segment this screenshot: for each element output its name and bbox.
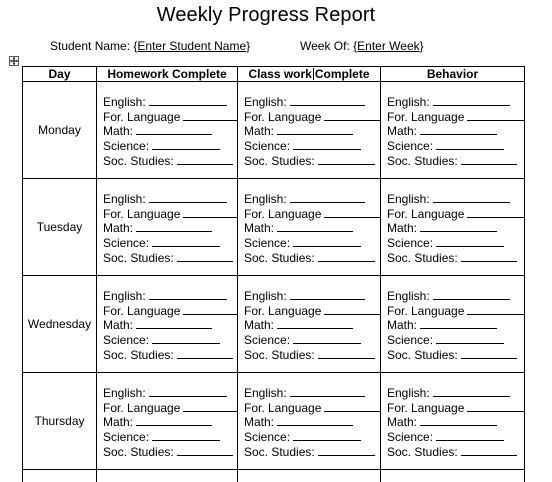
subject-line: [244, 289, 380, 304]
subject-line: [244, 124, 380, 139]
fill-in-blank[interactable]: [324, 401, 380, 412]
subject-line: [244, 333, 380, 348]
subject-label: For. Language: [103, 206, 181, 221]
fill-in-blank[interactable]: [183, 110, 237, 121]
subject-label: Soc. Studies:: [103, 444, 174, 459]
week-of-field[interactable]: {Enter Week}: [353, 39, 424, 53]
subject-label: English:: [244, 289, 287, 303]
fill-in-blank[interactable]: [433, 95, 510, 106]
classwork-cell[interactable]: [238, 179, 381, 276]
behavior-cell[interactable]: [381, 179, 525, 276]
subject-label: Math:: [103, 124, 134, 139]
subject-label: Science:: [103, 236, 150, 251]
subject-label: English:: [103, 386, 146, 400]
table-row-partial: [23, 470, 525, 482]
subject-line: [244, 192, 380, 207]
subject-label: Math:: [103, 221, 134, 236]
subject-line: [103, 236, 237, 251]
subject-label: Math:: [103, 318, 134, 333]
subject-label: For. Language: [387, 303, 465, 318]
homework-cell[interactable]: [97, 373, 238, 470]
fill-in-blank[interactable]: [277, 221, 353, 232]
subject-label: English:: [387, 289, 430, 303]
subject-line: [387, 348, 524, 363]
report-title: Weekly Progress Report: [156, 4, 376, 26]
subject-label: English:: [244, 192, 287, 206]
fill-in-blank[interactable]: [136, 221, 212, 232]
fill-in-blank[interactable]: [277, 124, 353, 135]
subject-label: Science:: [103, 139, 150, 154]
fill-in-blank[interactable]: [461, 348, 517, 359]
subject-label: Math:: [387, 221, 418, 236]
subject-line: [103, 192, 237, 207]
fill-in-blank[interactable]: [318, 251, 375, 262]
subject-line: [387, 304, 524, 319]
subject-line: [244, 95, 380, 110]
subject-line: [103, 139, 237, 154]
fill-in-blank[interactable]: [293, 236, 361, 247]
subject-label: English:: [103, 192, 146, 206]
subject-line: [244, 318, 380, 333]
partial-cell: [23, 470, 97, 482]
header-classwork-part1: Class work: [248, 67, 312, 81]
classwork-cell[interactable]: [238, 373, 381, 470]
subject-label: For. Language: [244, 206, 322, 221]
subject-line: [244, 401, 380, 416]
fill-in-blank[interactable]: [324, 304, 380, 315]
fill-in-blank[interactable]: [149, 289, 227, 300]
subject-line: [387, 192, 524, 207]
subject-label: Science:: [387, 333, 434, 348]
classwork-cell[interactable]: [238, 276, 381, 373]
subject-label: Science:: [387, 430, 434, 445]
fill-in-blank[interactable]: [420, 124, 497, 135]
fill-in-blank[interactable]: [318, 445, 375, 456]
subject-line: [103, 251, 237, 266]
subject-line: [244, 221, 380, 236]
fill-in-blank[interactable]: [436, 430, 504, 441]
subject-label: English:: [244, 95, 287, 109]
fill-in-blank[interactable]: [467, 207, 524, 218]
subject-label: Math:: [387, 415, 418, 430]
table-move-handle[interactable]: [9, 56, 19, 66]
subject-label: For. Language: [244, 303, 322, 318]
subject-line: [244, 251, 380, 266]
subject-line: [387, 415, 524, 430]
fill-in-blank[interactable]: [293, 430, 361, 441]
student-name-label: Student Name:: [50, 39, 134, 53]
subject-label: Soc. Studies:: [387, 347, 458, 362]
subject-label: Soc. Studies:: [103, 347, 174, 362]
subject-line: [103, 304, 237, 319]
subject-label: For. Language: [103, 303, 181, 318]
subject-line: [387, 251, 524, 266]
fill-in-blank[interactable]: [183, 304, 237, 315]
subject-label: English:: [387, 192, 430, 206]
subject-label: English:: [103, 95, 146, 109]
week-of-label: Week Of:: [300, 39, 354, 53]
subject-line: [387, 154, 524, 169]
subject-label: Soc. Studies:: [244, 444, 315, 459]
subject-line: [387, 386, 524, 401]
subject-line: [244, 304, 380, 319]
behavior-cell[interactable]: [381, 276, 525, 373]
partial-cell: [97, 470, 238, 482]
fill-in-blank[interactable]: [183, 207, 237, 218]
subject-label: English:: [244, 386, 287, 400]
header-behavior[interactable]: Behavior: [381, 67, 525, 82]
subject-line: [244, 386, 380, 401]
subject-line: [244, 207, 380, 222]
subject-line: [387, 95, 524, 110]
header-classwork[interactable]: [238, 67, 381, 82]
header-classwork-part2: Complete: [314, 67, 370, 81]
homework-cell[interactable]: [97, 82, 238, 179]
partial-cell: [381, 470, 525, 482]
fill-in-blank[interactable]: [293, 139, 361, 150]
fill-in-blank[interactable]: [318, 348, 375, 359]
day-cell[interactable]: Wednesday: [23, 276, 97, 373]
fill-in-blank[interactable]: [177, 348, 233, 359]
day-cell[interactable]: Tuesday: [23, 179, 97, 276]
table-row: [23, 373, 525, 470]
subject-line: [103, 333, 237, 348]
behavior-cell[interactable]: [381, 82, 525, 179]
subject-line: [103, 154, 237, 169]
subject-label: Soc. Studies:: [103, 250, 174, 265]
subject-line: [244, 236, 380, 251]
subject-label: Soc. Studies:: [244, 250, 315, 265]
subject-label: Soc. Studies:: [103, 153, 174, 168]
fill-in-blank[interactable]: [324, 110, 380, 121]
subject-line: [103, 289, 237, 304]
subject-label: For. Language: [103, 109, 181, 124]
fill-in-blank[interactable]: [436, 333, 504, 344]
subject-line: [387, 207, 524, 222]
day-cell[interactable]: Thursday: [23, 373, 97, 470]
subject-label: Soc. Studies:: [387, 250, 458, 265]
fill-in-blank[interactable]: [177, 154, 233, 165]
subject-line: [244, 110, 380, 125]
subject-label: Math:: [387, 318, 418, 333]
subject-label: Science:: [387, 139, 434, 154]
subject-label: Math:: [244, 415, 275, 430]
fill-in-blank[interactable]: [149, 192, 227, 203]
subject-line: [103, 207, 237, 222]
subject-line: [387, 124, 524, 139]
header-day[interactable]: Day: [23, 67, 97, 82]
fill-in-blank[interactable]: [433, 289, 510, 300]
subject-line: [244, 154, 380, 169]
week-of-line: [300, 39, 424, 53]
subject-label: English:: [103, 289, 146, 303]
fill-in-blank[interactable]: [152, 236, 220, 247]
subject-label: Science:: [244, 139, 291, 154]
subject-line: [103, 445, 237, 460]
fill-in-blank[interactable]: [183, 401, 237, 412]
fill-in-blank[interactable]: [433, 192, 510, 203]
subject-label: Soc. Studies:: [244, 347, 315, 362]
fill-in-blank[interactable]: [467, 110, 524, 121]
fill-in-blank[interactable]: [277, 415, 353, 426]
day-cell[interactable]: Monday: [23, 82, 97, 179]
fill-in-blank[interactable]: [152, 430, 220, 441]
subject-line: [387, 110, 524, 125]
table-row: [23, 179, 525, 276]
subject-line: [244, 139, 380, 154]
fill-in-blank[interactable]: [290, 192, 365, 203]
subject-label: For. Language: [244, 109, 322, 124]
subject-label: Science:: [103, 333, 150, 348]
subject-label: Science:: [244, 236, 291, 251]
subject-label: Math:: [387, 124, 418, 139]
header-homework[interactable]: Homework Complete: [97, 67, 238, 82]
subject-line: [103, 318, 237, 333]
fill-in-blank[interactable]: [293, 333, 361, 344]
homework-cell[interactable]: [97, 276, 238, 373]
fill-in-blank[interactable]: [318, 154, 375, 165]
homework-cell[interactable]: [97, 179, 238, 276]
fill-in-blank[interactable]: [136, 318, 212, 329]
subject-label: Science:: [244, 430, 291, 445]
subject-line: [387, 430, 524, 445]
subject-line: [387, 139, 524, 154]
table-row: [23, 82, 525, 179]
fill-in-blank[interactable]: [420, 318, 497, 329]
fill-in-blank[interactable]: [467, 401, 524, 412]
subject-label: For. Language: [387, 206, 465, 221]
subject-line: [103, 348, 237, 363]
subject-line: [103, 401, 237, 416]
subject-line: [387, 236, 524, 251]
fill-in-blank[interactable]: [290, 95, 365, 106]
subject-line: [103, 221, 237, 236]
subject-line: [103, 386, 237, 401]
subject-label: Soc. Studies:: [387, 444, 458, 459]
fill-in-blank[interactable]: [152, 333, 220, 344]
fill-in-blank[interactable]: [149, 95, 227, 106]
fill-in-blank[interactable]: [290, 386, 365, 397]
subject-label: Science:: [387, 236, 434, 251]
fill-in-blank[interactable]: [152, 139, 220, 150]
fill-in-blank[interactable]: [324, 207, 380, 218]
subject-line: [387, 401, 524, 416]
subject-line: [387, 445, 524, 460]
partial-cell: [238, 470, 381, 482]
subject-line: [103, 110, 237, 125]
move-arrows-icon: [10, 57, 18, 65]
table-header-row: [23, 67, 525, 82]
subject-line: [244, 415, 380, 430]
fill-in-blank[interactable]: [177, 251, 233, 262]
subject-line: [387, 221, 524, 236]
subject-label: Math:: [103, 415, 134, 430]
classwork-cell[interactable]: [238, 82, 381, 179]
subject-label: Science:: [103, 430, 150, 445]
student-name-line: [50, 39, 250, 53]
subject-label: For. Language: [103, 400, 181, 415]
subject-line: [244, 430, 380, 445]
fill-in-blank[interactable]: [177, 445, 233, 456]
fill-in-blank[interactable]: [461, 251, 517, 262]
subject-label: For. Language: [387, 400, 465, 415]
fill-in-blank[interactable]: [420, 415, 497, 426]
fill-in-blank[interactable]: [277, 318, 353, 329]
fill-in-blank[interactable]: [290, 289, 365, 300]
subject-label: Math:: [244, 124, 275, 139]
fill-in-blank[interactable]: [149, 386, 227, 397]
subject-label: English:: [387, 95, 430, 109]
subject-label: Science:: [244, 333, 291, 348]
subject-label: Math:: [244, 221, 275, 236]
subject-label: English:: [387, 386, 430, 400]
fill-in-blank[interactable]: [436, 236, 504, 247]
subject-line: [387, 333, 524, 348]
subject-line: [244, 348, 380, 363]
fill-in-blank[interactable]: [461, 154, 517, 165]
student-name-field[interactable]: {Enter Student Name}: [133, 39, 251, 53]
fill-in-blank[interactable]: [433, 386, 510, 397]
fill-in-blank[interactable]: [467, 304, 524, 315]
subject-label: Soc. Studies:: [387, 153, 458, 168]
subject-label: Math:: [244, 318, 275, 333]
subject-label: For. Language: [244, 400, 322, 415]
fill-in-blank[interactable]: [436, 139, 504, 150]
subject-line: [387, 318, 524, 333]
subject-line: [103, 415, 237, 430]
behavior-cell[interactable]: [381, 373, 525, 470]
fill-in-blank[interactable]: [136, 124, 212, 135]
subject-line: [103, 430, 237, 445]
progress-table: [22, 66, 525, 482]
subject-line: [103, 124, 237, 139]
fill-in-blank[interactable]: [420, 221, 497, 232]
table-row: [23, 276, 525, 373]
text-cursor: [313, 68, 314, 80]
fill-in-blank[interactable]: [461, 445, 517, 456]
subject-label: Soc. Studies:: [244, 153, 315, 168]
subject-label: For. Language: [387, 109, 465, 124]
subject-line: [103, 95, 237, 110]
subject-line: [387, 289, 524, 304]
fill-in-blank[interactable]: [136, 415, 212, 426]
subject-line: [244, 445, 380, 460]
